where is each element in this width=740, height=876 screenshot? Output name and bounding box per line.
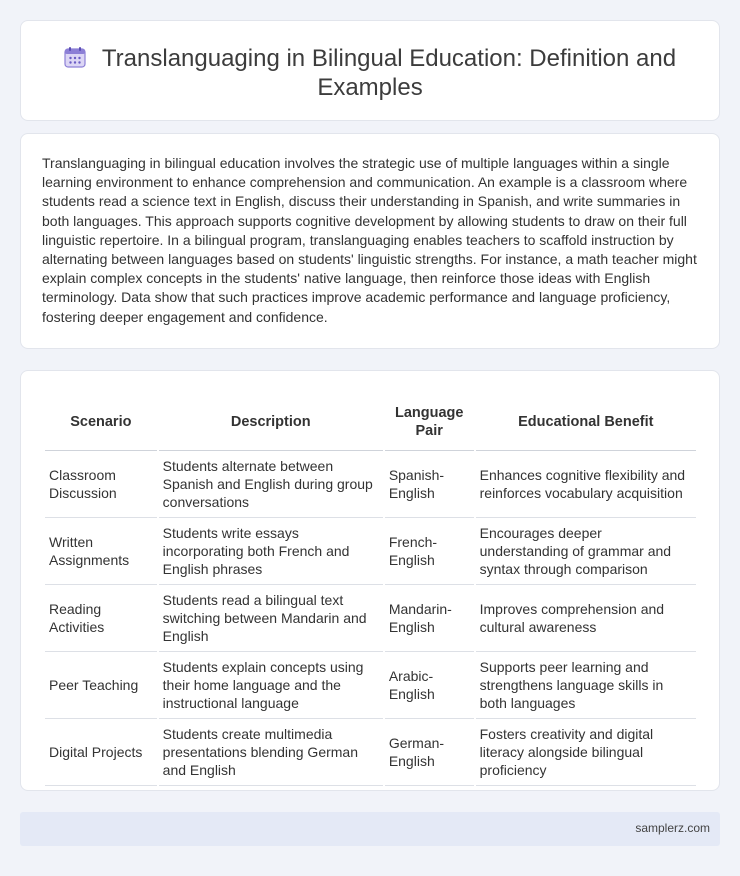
table-row bbox=[45, 585, 696, 652]
cell-scenario: Peer Teaching bbox=[45, 652, 157, 719]
cell-description: Students read a bilingual text switching between Mandarin and English bbox=[159, 585, 383, 652]
page-title-text: Translanguaging in Bilingual Education: Definition and Examples bbox=[101, 45, 677, 101]
cell-description: Students write essays incorporating both French and English phrases bbox=[159, 518, 383, 585]
page-title bbox=[51, 44, 689, 102]
cell-description: Students alternate between Spanish and English during group conversations bbox=[159, 451, 383, 518]
table-row bbox=[45, 652, 696, 719]
cell-benefit: Fosters creativity and digital literacy alongside bilingual proficiency bbox=[476, 719, 696, 786]
header-language-pair: Language Pair bbox=[385, 393, 474, 451]
cell-scenario: Reading Activities bbox=[45, 585, 157, 652]
cell-scenario: Written Assignments bbox=[45, 518, 157, 585]
cell-description: Students create multimedia presentations blending German and English bbox=[159, 719, 383, 786]
header-description: Description bbox=[159, 393, 383, 451]
table-header-row bbox=[45, 393, 696, 451]
title-card bbox=[20, 20, 720, 121]
cell-benefit: Supports peer learning and strengthens language skills in both languages bbox=[476, 652, 696, 719]
table-row bbox=[45, 451, 696, 518]
table-card bbox=[20, 370, 720, 791]
cell-scenario: Digital Projects bbox=[45, 719, 157, 786]
cell-language-pair: Mandarin-English bbox=[385, 585, 474, 652]
cell-benefit: Encourages deeper understanding of grammar and syntax through comparison bbox=[476, 518, 696, 585]
examples-table bbox=[43, 393, 698, 786]
intro-paragraph: Translanguaging in bilingual education involves the strategic use of multiple languages within a single learning environment to enhance comprehension and communication. An example is a classroom where students read a science text in English, discuss their understanding in Spanish, and write summaries in both languages. This approach supports cognitive development by allowing students to draw on their full linguistic repertoire. In a bilingual program, translanguaging enables teachers to scaffold instruction by alternating between languages based on students' linguistic strengths. For instance, a math teacher might explain complex concepts in the students' native language, then reinforce those ideas with English terminology. Data show that such practices improve academic performance and language proficiency, fostering deeper engagement and confidence. bbox=[42, 155, 697, 325]
cell-benefit: Improves comprehension and cultural awareness bbox=[476, 585, 696, 652]
cell-language-pair: German-English bbox=[385, 719, 474, 786]
table-row bbox=[45, 518, 696, 585]
footer-site-link[interactable]: samplerz.com bbox=[635, 821, 710, 835]
calendar-icon bbox=[64, 46, 86, 68]
cell-language-pair: French-English bbox=[385, 518, 474, 585]
footer-bar bbox=[20, 812, 720, 846]
table-row bbox=[45, 719, 696, 786]
header-scenario: Scenario bbox=[45, 393, 157, 451]
cell-description: Students explain concepts using their home language and the instructional language bbox=[159, 652, 383, 719]
intro-card bbox=[20, 133, 720, 349]
cell-language-pair: Spanish-English bbox=[385, 451, 474, 518]
cell-language-pair: Arabic-English bbox=[385, 652, 474, 719]
cell-benefit: Enhances cognitive flexibility and reinforces vocabulary acquisition bbox=[476, 451, 696, 518]
cell-scenario: Classroom Discussion bbox=[45, 451, 157, 518]
header-educational-benefit: Educational Benefit bbox=[476, 393, 696, 451]
